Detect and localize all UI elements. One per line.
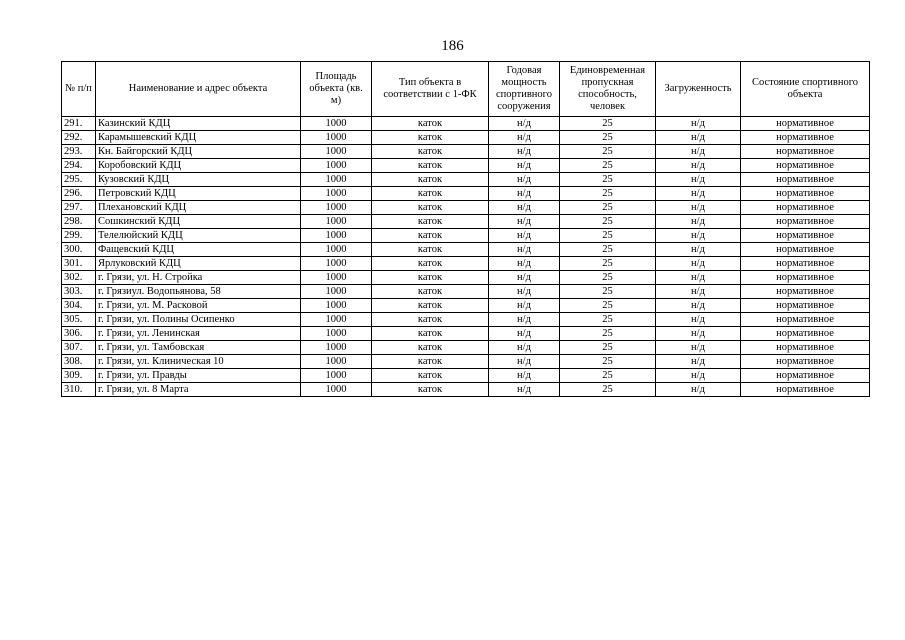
cell-type: каток [372,215,489,229]
table-row [62,215,870,229]
table-row [62,285,870,299]
cell-type: каток [372,173,489,187]
header-area: Площадь объекта (кв. м) [301,62,372,117]
cell-state: нормативное [741,355,870,369]
table-row [62,201,870,215]
cell-name: Кн. Байгорский КДЦ [96,145,301,159]
cell-capacity: н/д [489,243,560,257]
cell-num: 303. [62,285,96,299]
table-header-row [62,62,870,117]
cell-throughput: 25 [560,299,656,313]
cell-load: н/д [656,341,741,355]
cell-type: каток [372,243,489,257]
cell-area: 1000 [301,131,372,145]
cell-type: каток [372,117,489,131]
cell-state: нормативное [741,145,870,159]
cell-load: н/д [656,173,741,187]
cell-capacity: н/д [489,159,560,173]
cell-capacity: н/д [489,117,560,131]
cell-throughput: 25 [560,243,656,257]
header-throughput: Единовременная пропускная способность, человек [560,62,656,117]
cell-load: н/д [656,201,741,215]
cell-state: нормативное [741,299,870,313]
cell-type: каток [372,201,489,215]
header-state: Состояние спортивного объекта [741,62,870,117]
cell-area: 1000 [301,355,372,369]
cell-capacity: н/д [489,327,560,341]
cell-name: Казинский КДЦ [96,117,301,131]
cell-name: г. Грязи, ул. Ленинская [96,327,301,341]
cell-throughput: 25 [560,271,656,285]
cell-name: Коробовский КДЦ [96,159,301,173]
cell-num: 302. [62,271,96,285]
cell-area: 1000 [301,341,372,355]
table-row [62,299,870,313]
cell-capacity: н/д [489,145,560,159]
header-capacity: Годовая мощность спортивного сооружения [489,62,560,117]
cell-name: Телелюйский КДЦ [96,229,301,243]
cell-type: каток [372,257,489,271]
cell-capacity: н/д [489,355,560,369]
cell-capacity: н/д [489,383,560,397]
table-row [62,327,870,341]
cell-throughput: 25 [560,131,656,145]
cell-type: каток [372,313,489,327]
cell-throughput: 25 [560,285,656,299]
table-row [62,355,870,369]
cell-capacity: н/д [489,187,560,201]
cell-num: 304. [62,299,96,313]
cell-throughput: 25 [560,159,656,173]
cell-num: 307. [62,341,96,355]
cell-capacity: н/д [489,229,560,243]
cell-num: 308. [62,355,96,369]
cell-state: нормативное [741,173,870,187]
cell-load: н/д [656,355,741,369]
page-number: 186 [441,38,464,54]
cell-type: каток [372,131,489,145]
cell-state: нормативное [741,383,870,397]
cell-area: 1000 [301,243,372,257]
cell-throughput: 25 [560,355,656,369]
table-row [62,159,870,173]
cell-type: каток [372,187,489,201]
table-row [62,383,870,397]
cell-name: Карамышевский КДЦ [96,131,301,145]
cell-num: 292. [62,131,96,145]
table-row [62,131,870,145]
cell-num: 306. [62,327,96,341]
header-num: № п/п [62,62,96,117]
cell-load: н/д [656,229,741,243]
table-body [62,117,870,397]
cell-type: каток [372,229,489,243]
cell-load: н/д [656,159,741,173]
cell-name: г. Грязи, ул. М. Расковой [96,299,301,313]
header-load: Загруженность [656,62,741,117]
cell-area: 1000 [301,369,372,383]
cell-name: Плехановский КДЦ [96,201,301,215]
cell-capacity: н/д [489,299,560,313]
cell-load: н/д [656,215,741,229]
cell-throughput: 25 [560,341,656,355]
cell-area: 1000 [301,187,372,201]
cell-area: 1000 [301,271,372,285]
cell-area: 1000 [301,117,372,131]
table-row [62,243,870,257]
cell-load: н/д [656,299,741,313]
table-row [62,117,870,131]
cell-state: нормативное [741,117,870,131]
cell-load: н/д [656,257,741,271]
cell-load: н/д [656,369,741,383]
cell-load: н/д [656,243,741,257]
cell-num: 296. [62,187,96,201]
cell-num: 301. [62,257,96,271]
cell-throughput: 25 [560,117,656,131]
cell-state: нормативное [741,187,870,201]
table-row [62,271,870,285]
cell-name: Ярлуковский КДЦ [96,257,301,271]
table-row [62,313,870,327]
cell-type: каток [372,271,489,285]
cell-capacity: н/д [489,341,560,355]
cell-area: 1000 [301,159,372,173]
header-name: Наименование и адрес объекта [96,62,301,117]
cell-num: 297. [62,201,96,215]
cell-throughput: 25 [560,215,656,229]
cell-name: г. Грязи, ул. Н. Стройка [96,271,301,285]
cell-name: г. Грязи, ул. Тамбовская [96,341,301,355]
header-type: Тип объекта в соответствии с 1-ФК [372,62,489,117]
cell-num: 310. [62,383,96,397]
cell-name: Кузовский КДЦ [96,173,301,187]
cell-name: Петровский КДЦ [96,187,301,201]
cell-throughput: 25 [560,327,656,341]
cell-name: г. Грязи, ул. Клиническая 10 [96,355,301,369]
cell-num: 293. [62,145,96,159]
cell-throughput: 25 [560,313,656,327]
cell-state: нормативное [741,327,870,341]
cell-type: каток [372,285,489,299]
cell-area: 1000 [301,299,372,313]
cell-throughput: 25 [560,257,656,271]
cell-state: нормативное [741,285,870,299]
cell-area: 1000 [301,257,372,271]
table-row [62,187,870,201]
cell-capacity: н/д [489,271,560,285]
cell-capacity: н/д [489,313,560,327]
cell-capacity: н/д [489,215,560,229]
cell-num: 291. [62,117,96,131]
cell-load: н/д [656,285,741,299]
cell-name: Фащевский КДЦ [96,243,301,257]
cell-throughput: 25 [560,383,656,397]
cell-area: 1000 [301,173,372,187]
cell-state: нормативное [741,341,870,355]
cell-state: нормативное [741,229,870,243]
cell-state: нормативное [741,131,870,145]
cell-name: г. Грязи, ул. 8 Марта [96,383,301,397]
cell-throughput: 25 [560,201,656,215]
cell-type: каток [372,369,489,383]
cell-name: г. Грязи, ул. Правды [96,369,301,383]
cell-throughput: 25 [560,187,656,201]
cell-type: каток [372,299,489,313]
sports-objects-table [61,61,870,397]
cell-capacity: н/д [489,285,560,299]
cell-throughput: 25 [560,369,656,383]
cell-num: 295. [62,173,96,187]
cell-area: 1000 [301,201,372,215]
cell-type: каток [372,327,489,341]
cell-state: нормативное [741,369,870,383]
cell-area: 1000 [301,215,372,229]
cell-state: нормативное [741,159,870,173]
cell-state: нормативное [741,313,870,327]
cell-load: н/д [656,187,741,201]
cell-capacity: н/д [489,173,560,187]
cell-capacity: н/д [489,257,560,271]
table-row [62,257,870,271]
cell-load: н/д [656,117,741,131]
table-row [62,145,870,159]
cell-area: 1000 [301,145,372,159]
cell-area: 1000 [301,383,372,397]
cell-type: каток [372,383,489,397]
cell-state: нормативное [741,215,870,229]
cell-load: н/д [656,327,741,341]
cell-capacity: н/д [489,201,560,215]
cell-capacity: н/д [489,131,560,145]
cell-throughput: 25 [560,145,656,159]
cell-throughput: 25 [560,229,656,243]
cell-area: 1000 [301,229,372,243]
cell-load: н/д [656,271,741,285]
cell-type: каток [372,355,489,369]
cell-num: 305. [62,313,96,327]
cell-state: нормативное [741,257,870,271]
cell-state: нормативное [741,243,870,257]
cell-load: н/д [656,383,741,397]
cell-type: каток [372,145,489,159]
cell-area: 1000 [301,313,372,327]
cell-state: нормативное [741,271,870,285]
cell-capacity: н/д [489,369,560,383]
cell-num: 299. [62,229,96,243]
cell-name: г. Грязи, ул. Полины Осипенко [96,313,301,327]
table-row [62,229,870,243]
table-row [62,173,870,187]
table-row [62,369,870,383]
cell-num: 298. [62,215,96,229]
cell-num: 300. [62,243,96,257]
cell-type: каток [372,341,489,355]
cell-throughput: 25 [560,173,656,187]
cell-load: н/д [656,313,741,327]
cell-load: н/д [656,131,741,145]
table-row [62,341,870,355]
cell-state: нормативное [741,201,870,215]
cell-area: 1000 [301,285,372,299]
cell-name: г. Грязиул. Водопьянова, 58 [96,285,301,299]
cell-name: Сошкинский КДЦ [96,215,301,229]
cell-load: н/д [656,145,741,159]
cell-num: 294. [62,159,96,173]
cell-type: каток [372,159,489,173]
cell-area: 1000 [301,327,372,341]
cell-num: 309. [62,369,96,383]
